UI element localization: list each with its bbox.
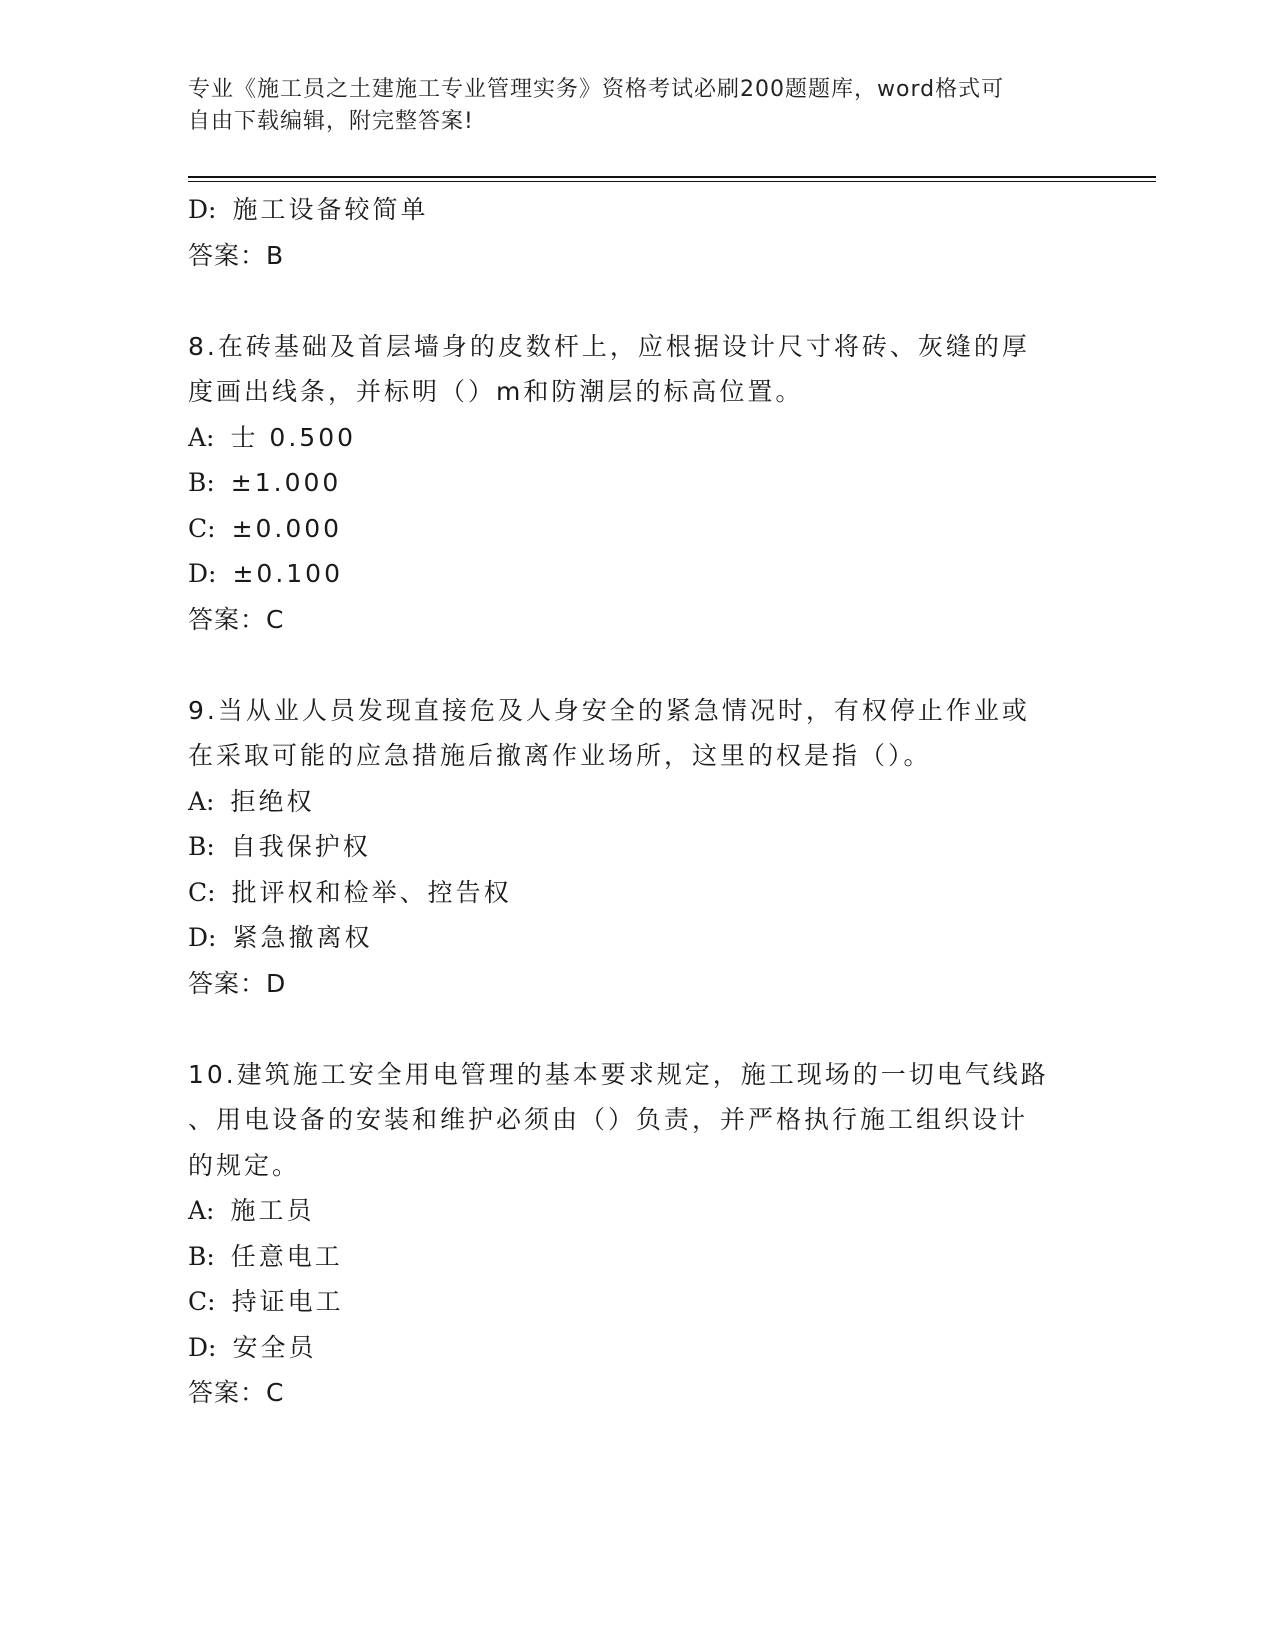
option-letter: B:: [188, 468, 215, 497]
option-text: ±0.000: [231, 513, 343, 543]
option-d: [188, 1325, 1088, 1371]
document-header: [188, 74, 1068, 138]
question-content: [188, 187, 1088, 1416]
option-letter: A:: [188, 422, 215, 452]
option-d: [188, 551, 1088, 597]
question-10: [188, 1052, 1088, 1416]
option-text: 拒绝权: [230, 786, 315, 816]
spacer: [188, 642, 1088, 688]
option-letter: A:: [188, 1196, 215, 1225]
option-a: [188, 1188, 1088, 1234]
answer: 答案：C: [188, 1378, 285, 1407]
option-letter: D:: [188, 559, 217, 588]
option-text: 士 0.500: [230, 422, 357, 452]
option-text: 任意电工: [230, 1241, 343, 1271]
prev-option-d: [188, 187, 1088, 233]
header-line-2: 自由下载编辑，附完整答案!: [188, 109, 474, 134]
option-letter: D:: [188, 1332, 217, 1362]
option-text: ±1.000: [230, 468, 342, 497]
option-letter: B:: [188, 1241, 215, 1271]
question-stem-line: 度画出线条，并标明（）m和防潮层的标高位置。: [188, 377, 804, 406]
option-text: 自我保护权: [230, 832, 371, 861]
option-c: [188, 1279, 1088, 1325]
question-stem-line: 在采取可能的应急措施后撤离作业场所，这里的权是指（）。: [188, 741, 932, 770]
answer: 答案：D: [188, 968, 287, 998]
option-text: ±0.100: [232, 559, 343, 588]
spacer: [188, 1006, 1088, 1052]
option-letter: B:: [188, 832, 215, 861]
question-stem-line: 的规定。: [188, 1150, 301, 1180]
option-b: [188, 1234, 1088, 1280]
option-text: 紧急撤离权: [232, 923, 373, 952]
option-text: 施工设备较简单: [232, 195, 429, 224]
question-stem-line: 10.建筑施工安全用电管理的基本要求规定，施工现场的一切电气线路: [188, 1059, 1049, 1089]
option-c: [188, 506, 1088, 552]
prev-answer: 答案：B: [188, 240, 285, 270]
header-line-1: 专业《施工员之土建施工专业管理实务》资格考试必刷200题题库，word格式可: [188, 77, 1005, 102]
option-a: [188, 415, 1088, 461]
question-stem-line: 8.在砖基础及首层墙身的皮数杆上，应根据设计尺寸将砖、灰缝的厚: [188, 331, 1030, 361]
option-letter: C:: [188, 877, 216, 907]
answer: 答案：C: [188, 604, 285, 634]
option-letter: A:: [188, 786, 215, 816]
option-text: 安全员: [232, 1332, 317, 1362]
option-text: 持证电工: [231, 1287, 344, 1316]
option-b: [188, 824, 1088, 870]
question-stem-line: 9.当从业人员发现直接危及人身安全的紧急情况时，有权停止作业或: [188, 695, 1030, 725]
option-text: 施工员: [230, 1196, 315, 1225]
option-letter: C:: [188, 1287, 216, 1316]
option-c: [188, 870, 1088, 916]
question-8: [188, 324, 1088, 643]
spacer: [188, 278, 1088, 324]
option-d: [188, 915, 1088, 961]
header-divider-thin: [188, 181, 1156, 182]
question-9: [188, 688, 1088, 1007]
option-letter: D:: [188, 923, 217, 952]
option-letter: C:: [188, 513, 216, 543]
header-divider-thick: [188, 176, 1156, 178]
option-a: [188, 779, 1088, 825]
option-b: [188, 460, 1088, 506]
option-letter: D:: [188, 195, 217, 224]
question-stem-line: 、用电设备的安装和维护必须由（）负责，并严格执行施工组织设计: [188, 1105, 1029, 1134]
option-text: 批评权和检举、控告权: [231, 877, 512, 907]
